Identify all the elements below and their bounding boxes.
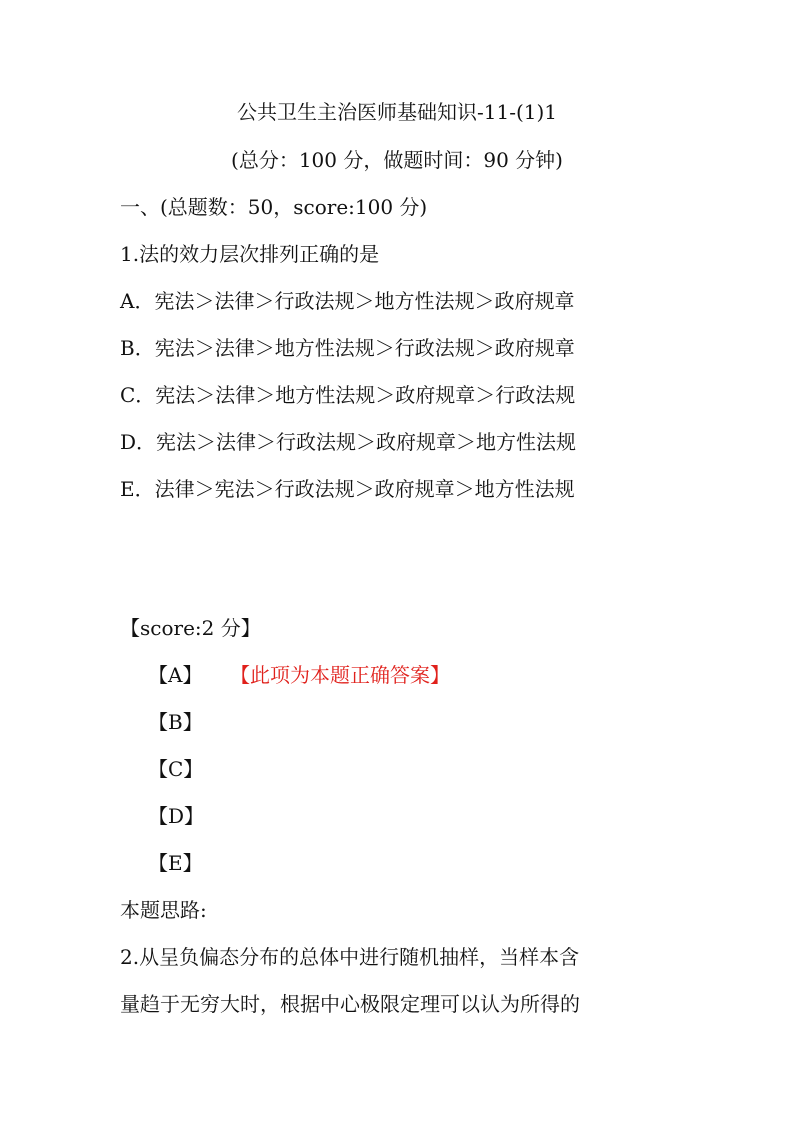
answer-label-b: 【B】 xyxy=(148,710,203,734)
question-1-option-c: C．宪法＞法律＞地方性法规＞政府规章＞行政法规 xyxy=(120,383,576,407)
answer-label-c: 【C】 xyxy=(148,757,204,781)
answer-label-a: 【A】 xyxy=(148,663,203,687)
correct-answer-note: 【此项为本题正确答案】 xyxy=(230,663,450,687)
question-2-line-1: 2.从呈负偏态分布的总体中进行随机抽样，当样本含 xyxy=(120,945,580,969)
question-1-score: 【score:2 分】 xyxy=(120,616,261,640)
question-2-line-2: 量趋于无穷大时，根据中心极限定理可以认为所得的 xyxy=(120,992,580,1016)
document-subtitle: (总分：100 分，做题时间：90 分钟) xyxy=(231,148,563,172)
question-1-option-a: A．宪法＞法律＞行政法规＞地方性法规＞政府规章 xyxy=(120,289,575,313)
document-title: 公共卫生主治医师基础知识-11-(1)1 xyxy=(236,100,558,124)
question-1-option-d: D．宪法＞法律＞行政法规＞政府规章＞地方性法规 xyxy=(120,430,577,454)
question-1-option-e: E．法律＞宪法＞行政法规＞政府规章＞地方性法规 xyxy=(120,477,575,501)
question-1-option-b: B．宪法＞法律＞地方性法规＞行政法规＞政府规章 xyxy=(120,336,575,360)
question-1-stem: 1.法的效力层次排列正确的是 xyxy=(120,242,380,266)
answer-label-e: 【E】 xyxy=(148,851,203,875)
answer-label-d: 【D】 xyxy=(148,804,205,828)
section-heading: 一、(总题数：50，score:100 分) xyxy=(120,195,428,219)
explanation-label: 本题思路: xyxy=(120,898,207,922)
